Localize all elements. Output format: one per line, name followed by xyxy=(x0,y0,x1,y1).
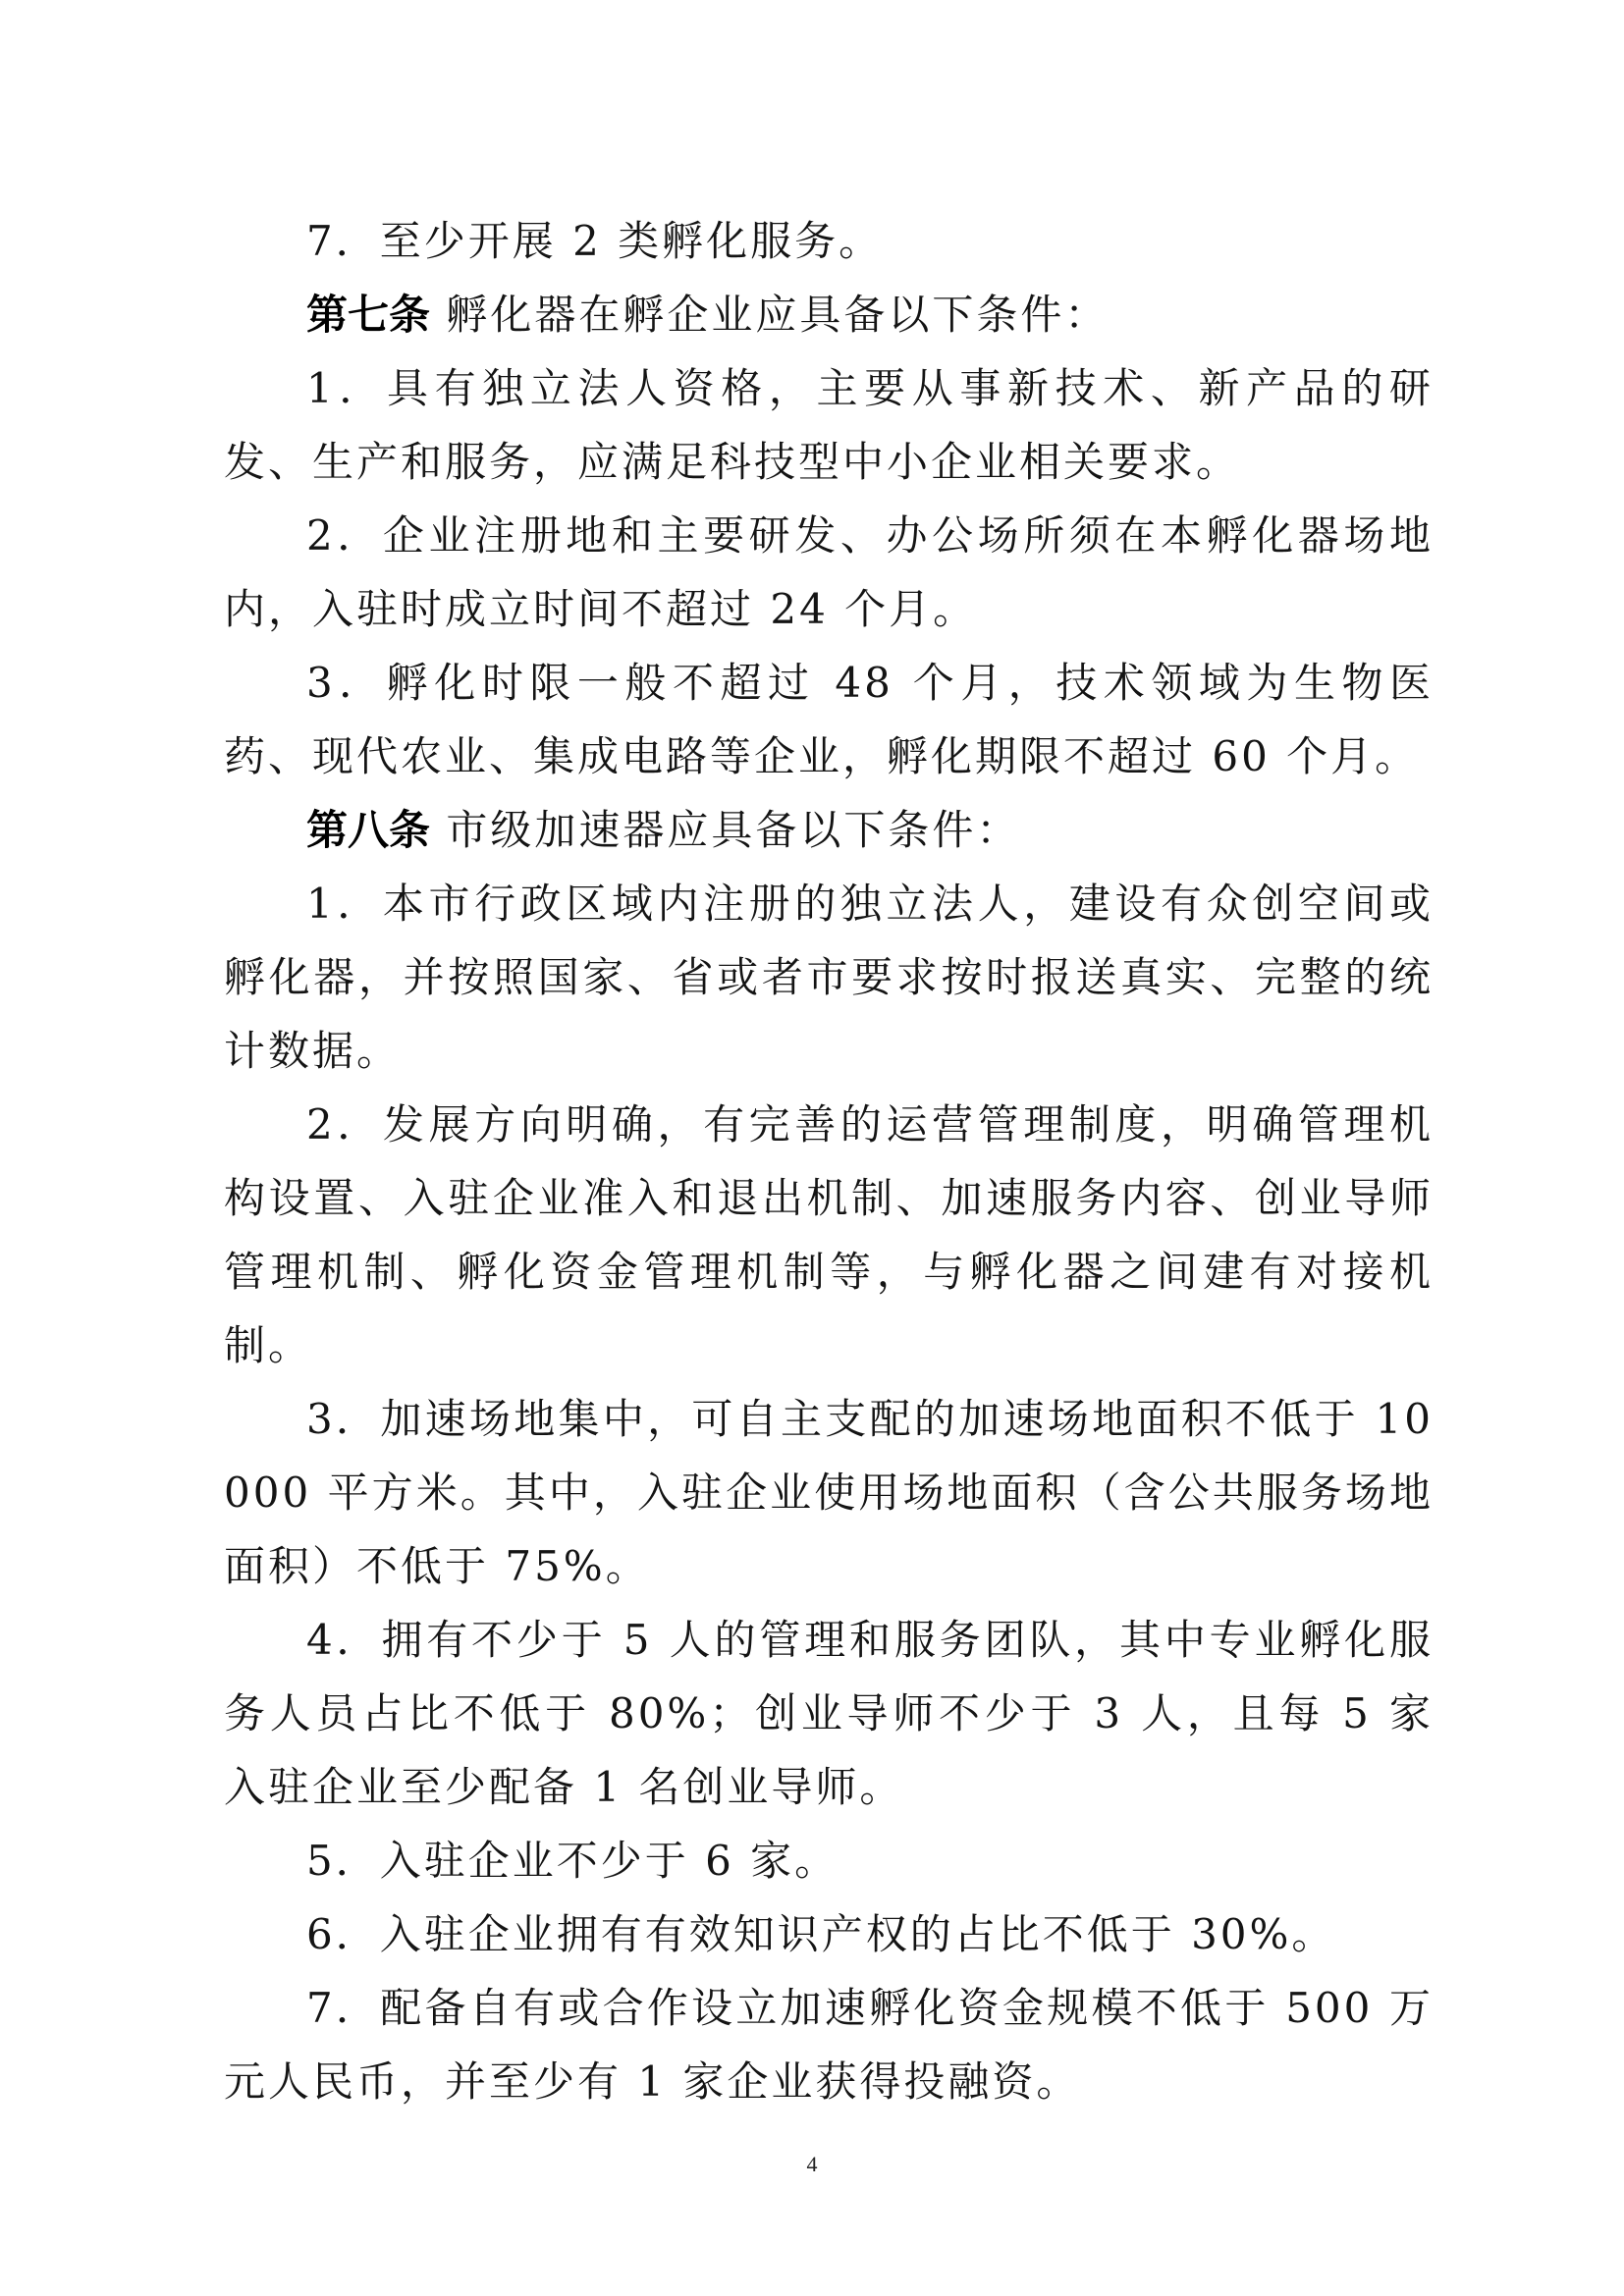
paragraph-item-3 xyxy=(224,1382,1434,1603)
paragraph-item-5 xyxy=(224,1824,1434,1897)
paragraph-item-7 xyxy=(224,204,1434,278)
paragraph-item-3 xyxy=(224,646,1434,793)
article-label: 第七条 xyxy=(306,291,431,339)
paragraph-text: 3．加速场地集中，可自主支配的加速场地面积不低于 10000 平方米。其中，入驻企业使用场地面积（含公共服务场地面积）不低于 75%。 xyxy=(224,1395,1434,1590)
paragraph-item-4 xyxy=(224,1603,1434,1824)
paragraph-text: 4．拥有不少于 5 人的管理和服务团队，其中专业孵化服务人员占比不低于 80%；创业导师不少于 3 人，且每 5 家入驻企业至少配备 1 名创业导师。 xyxy=(224,1616,1434,1811)
paragraph-text: 市级加速器应具备以下条件： xyxy=(430,806,1021,854)
document-body xyxy=(224,204,1434,2118)
paragraph-text: 2．企业注册地和主要研发、办公场所须在本孵化器场地内，入驻时成立时间不超过 24 个月。 xyxy=(224,511,1434,633)
paragraph-text: 7．至少开展 2 类孵化服务。 xyxy=(306,217,884,265)
paragraph-text: 6．入驻企业拥有有效知识产权的占比不低于 30%。 xyxy=(306,1910,1336,1958)
article-8-heading xyxy=(224,793,1434,867)
paragraph-text: 孵化器在孵企业应具备以下条件： xyxy=(430,291,1110,339)
paragraph-item-2 xyxy=(224,499,1434,646)
paragraph-text: 2．发展方向明确，有完善的运营管理制度，明确管理机构设置、入驻企业准入和退出机制、加速服务内容、创业导师管理机制、孵化资金管理机制等，与孵化器之间建有对接机制。 xyxy=(224,1100,1434,1369)
paragraph-item-1 xyxy=(224,351,1434,499)
paragraph-text: 7．配备自有或合作设立加速孵化资金规模不低于 500 万元人民币，并至少有 1 家企业获得投融资。 xyxy=(224,1984,1434,2106)
paragraph-text: 5．入驻企业不少于 6 家。 xyxy=(306,1837,839,1885)
paragraph-item-2 xyxy=(224,1088,1434,1382)
paragraph-item-7 xyxy=(224,1971,1434,2118)
paragraph-text: 1．本市行政区域内注册的独立法人，建设有众创空间或孵化器，并按照国家、省或者市要求按时报送真实、完整的统计数据。 xyxy=(224,880,1434,1075)
page-number: 4 xyxy=(806,2152,818,2176)
article-label: 第八条 xyxy=(306,806,431,854)
paragraph-item-6 xyxy=(224,1897,1434,1971)
paragraph-item-1 xyxy=(224,867,1434,1088)
article-7-heading xyxy=(224,278,1434,351)
paragraph-text: 1．具有独立法人资格，主要从事新技术、新产品的研发、生产和服务，应满足科技型中小企业相关要求。 xyxy=(224,364,1434,486)
paragraph-text: 3．孵化时限一般不超过 48 个月，技术领域为生物医药、现代农业、集成电路等企业，孵化期限不超过 60 个月。 xyxy=(224,659,1434,780)
